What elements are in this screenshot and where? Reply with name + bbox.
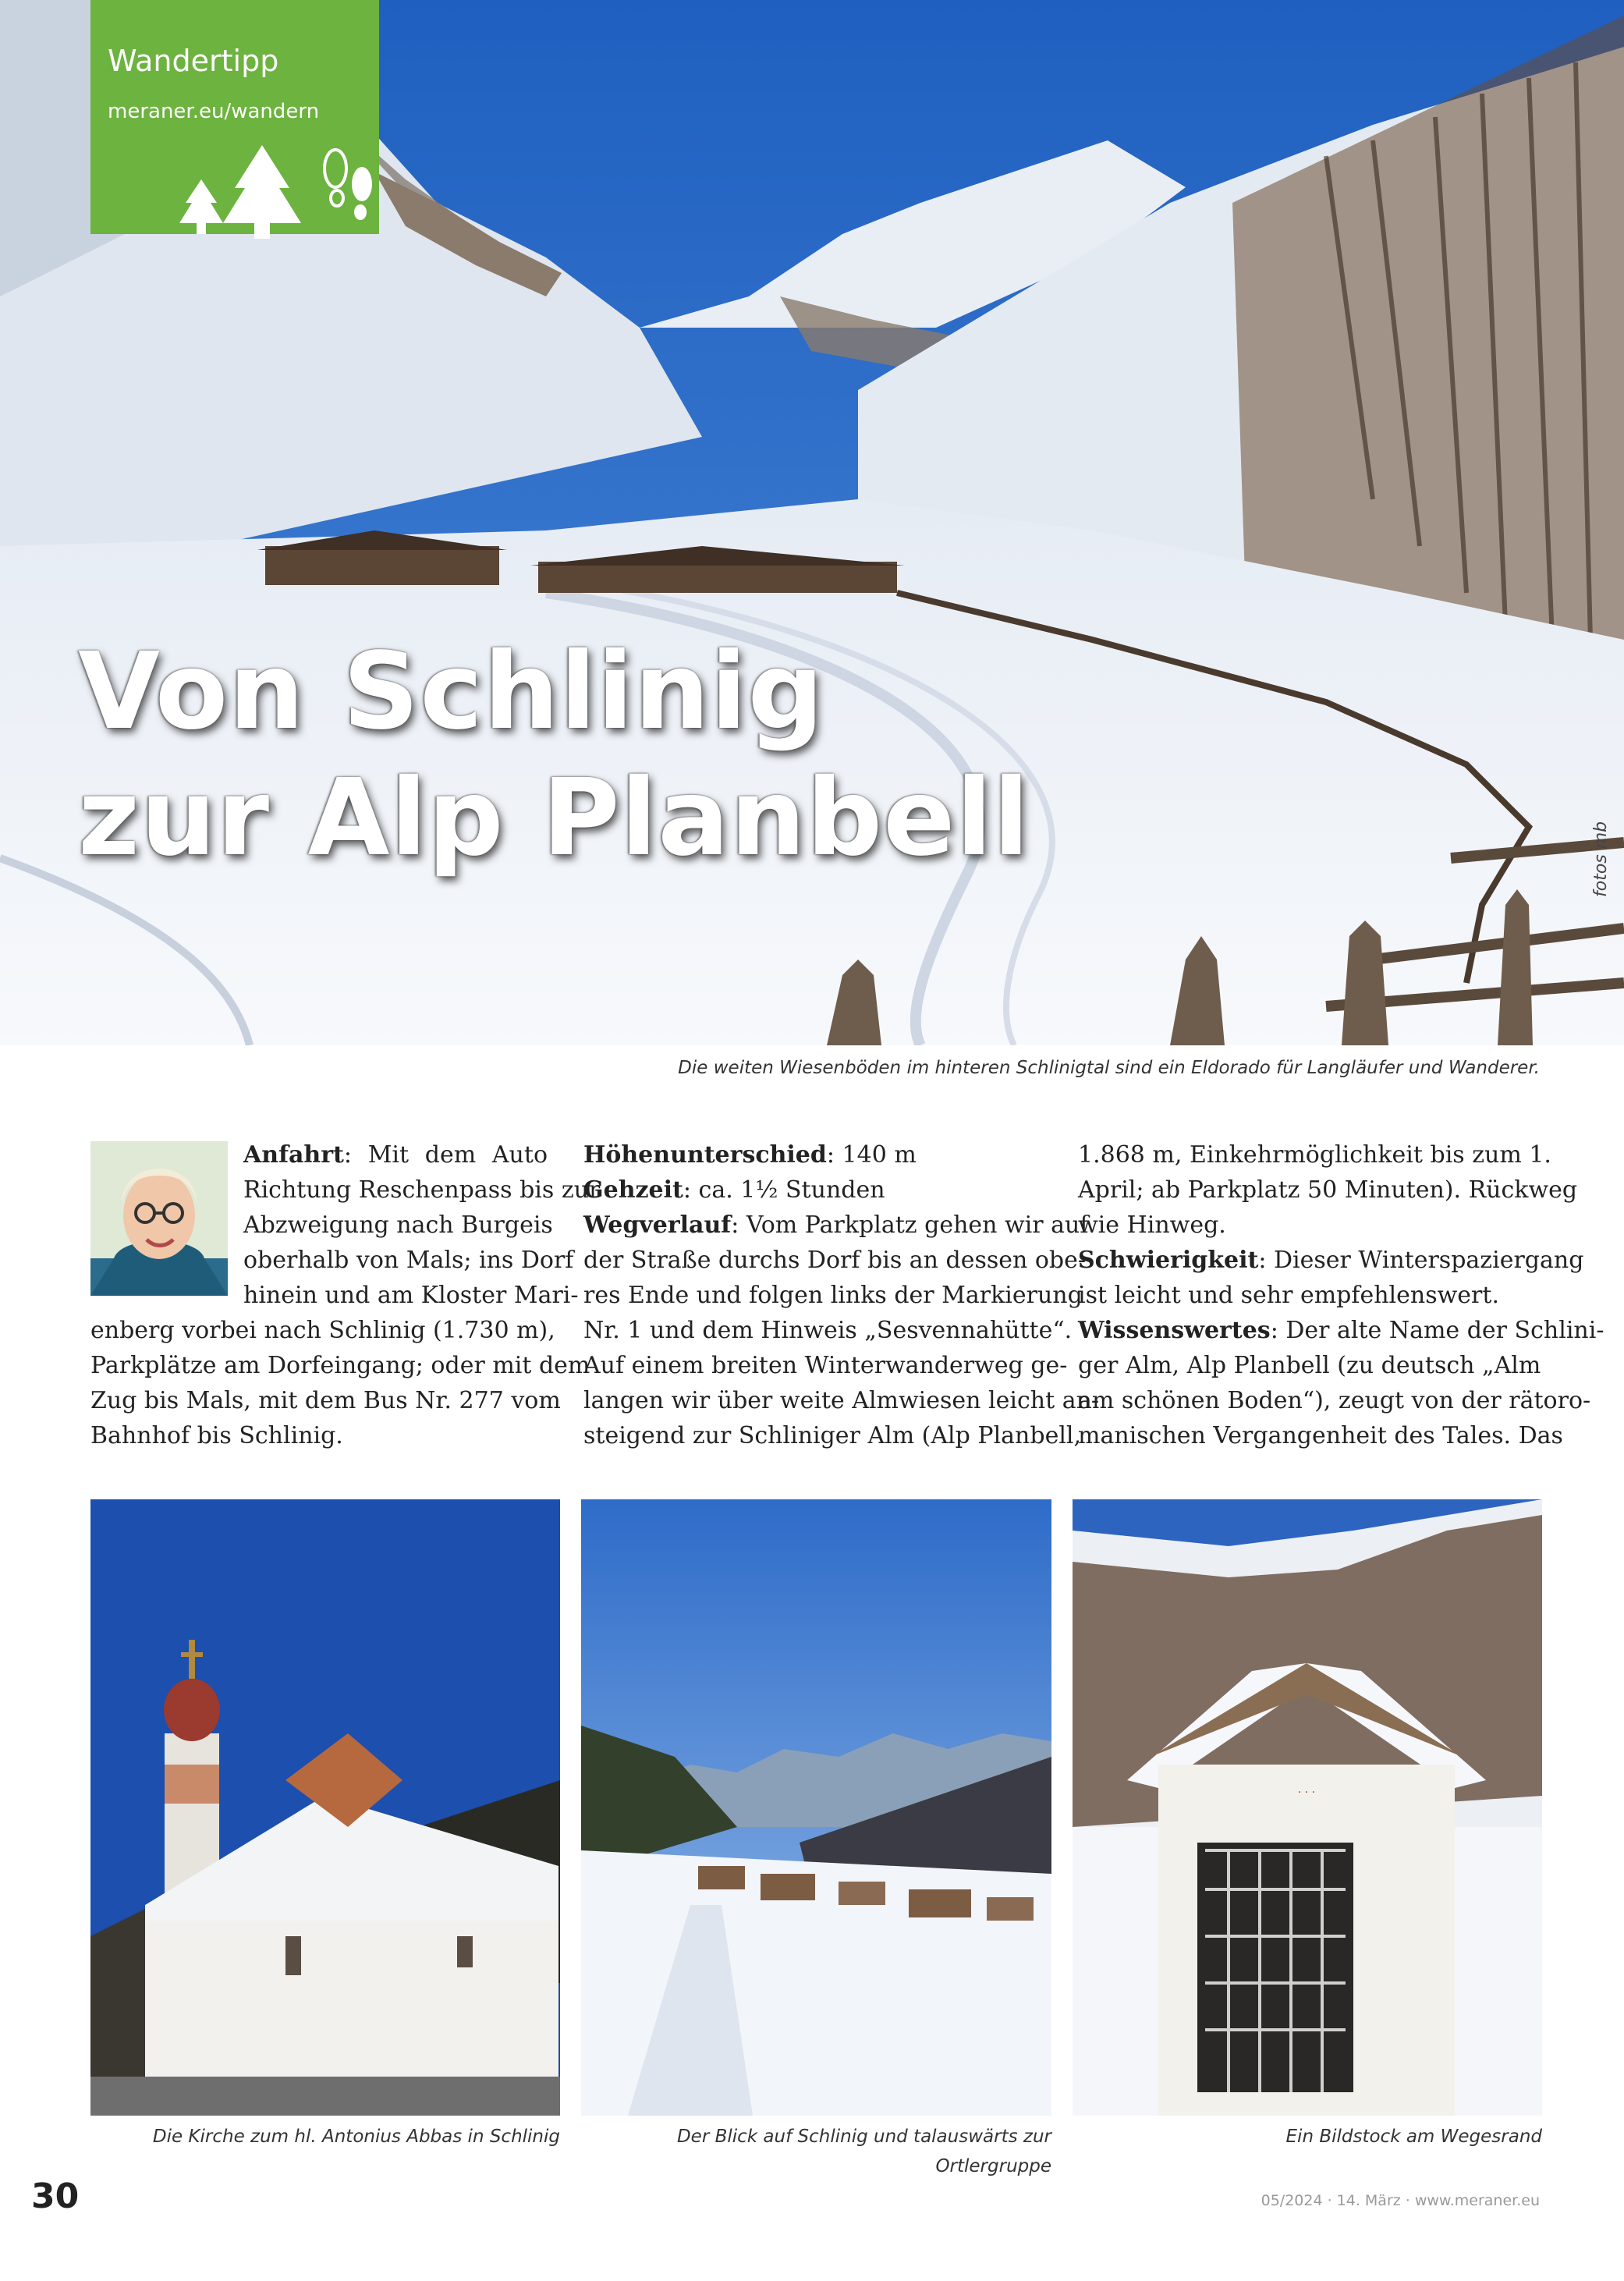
text-line: enberg vorbei nach Schlinig (1.730 m), <box>90 1317 555 1344</box>
text-line: Abzweigung nach Burgeis <box>243 1211 553 1239</box>
text-line: manischen Vergangenheit des Tales. Das <box>1078 1422 1563 1449</box>
text-line: 1.868 m, Einkehrmöglichkeit bis zum 1. <box>1078 1141 1551 1169</box>
footprints-icon <box>318 145 381 231</box>
village-view-illustration <box>581 1499 1051 2116</box>
village-view-photo <box>581 1499 1051 2116</box>
text-line: ger Alm, Alp Planbell (zu deutsch „Alm <box>1078 1352 1541 1379</box>
text-line: res Ende und folgen links der Markierung <box>583 1282 1083 1309</box>
badge-title: Wandertipp <box>108 44 279 78</box>
text-line: Höhenunterschied: 140 m <box>583 1141 917 1169</box>
photo-caption-church: Die Kirche zum hl. Antonius Abbas in Schlinig <box>152 2127 560 2147</box>
article-column-3 <box>1078 1137 1604 1453</box>
badge-url: meraner.eu/wandern <box>108 100 320 123</box>
article-column-1 <box>90 1137 601 1453</box>
text-line: ist leicht und sehr empfehlenswert. <box>1078 1282 1499 1309</box>
church-photo <box>90 1499 560 2116</box>
text-line: Bahnhof bis Schlinig. <box>90 1422 343 1449</box>
text-line: Wissenswertes: Der alte Name der Schlini- <box>1078 1317 1604 1344</box>
photo-caption-village <box>581 2122 1051 2181</box>
article-column-2 <box>583 1137 1100 1453</box>
text-line: der Straße durchs Dorf bis an dessen obe- <box>583 1247 1087 1274</box>
wandertipp-badge <box>90 0 379 234</box>
wayside-shrine-photo <box>1073 1499 1542 2116</box>
text-line: Zug bis Mals, mit dem Bus Nr. 277 vom <box>90 1387 561 1414</box>
text-line: Gehzeit: ca. 1½ Stunden <box>583 1176 885 1204</box>
article-title-line-2: zur Alp Planbell <box>78 757 1030 880</box>
text-line: wie Hinweg. <box>1078 1211 1226 1239</box>
text-line: Parkplätze am Dorfeingang; oder mit dem <box>90 1352 590 1379</box>
text-line: steigend zur Schliniger Alm (Alp Planbell, <box>583 1422 1082 1449</box>
article-title-line-1: Von Schlinig <box>78 630 824 754</box>
hero-caption: Die weiten Wiesenböden im hinteren Schlinigtal sind ein Eldorado für Langläufer und Wanderer. <box>678 1058 1540 1078</box>
shrine-inscription: · · · <box>1297 1786 1316 1799</box>
text-line: am schönen Boden“), zeugt von der rätoro- <box>1078 1387 1591 1414</box>
text-line: Auf einem breiten Winterwanderweg ge- <box>583 1352 1068 1379</box>
text-line: langen wir über weite Almwiesen leicht an- <box>583 1387 1100 1414</box>
caption-line: Ortlergruppe <box>935 2156 1051 2176</box>
text-line: Richtung Reschenpass bis zur <box>243 1176 601 1204</box>
caption-line: Der Blick auf Schlinig und talauswärts zur <box>676 2127 1051 2147</box>
text-line: Anfahrt: Mit dem Auto <box>243 1141 548 1169</box>
text-line: oberhalb von Mals; ins Dorf <box>243 1247 574 1274</box>
trees-icon <box>215 145 309 262</box>
photo-caption-shrine: Ein Bildstock am Wegesrand <box>1285 2127 1542 2147</box>
photo-credit: fotos mb <box>1591 821 1611 897</box>
text-line: Schwierigkeit: Dieser Winterspaziergang <box>1078 1247 1584 1274</box>
page-number: 30 <box>31 2176 80 2216</box>
wayside-shrine-illustration <box>1073 1499 1542 2116</box>
text-line: April; ab Parkplatz 50 Minuten). Rückweg <box>1078 1176 1578 1204</box>
text-line: hinein und am Kloster Mari- <box>243 1282 579 1309</box>
church-illustration <box>90 1499 560 2116</box>
issue-info: 05/2024 · 14. März · www.meraner.eu <box>1261 2192 1540 2209</box>
tree-small-icon <box>178 179 225 242</box>
text-line: Nr. 1 und dem Hinweis „Sesvennahütte“. <box>583 1317 1073 1344</box>
text-line: Wegverlauf: Vom Parkplatz gehen wir auf <box>583 1211 1089 1239</box>
